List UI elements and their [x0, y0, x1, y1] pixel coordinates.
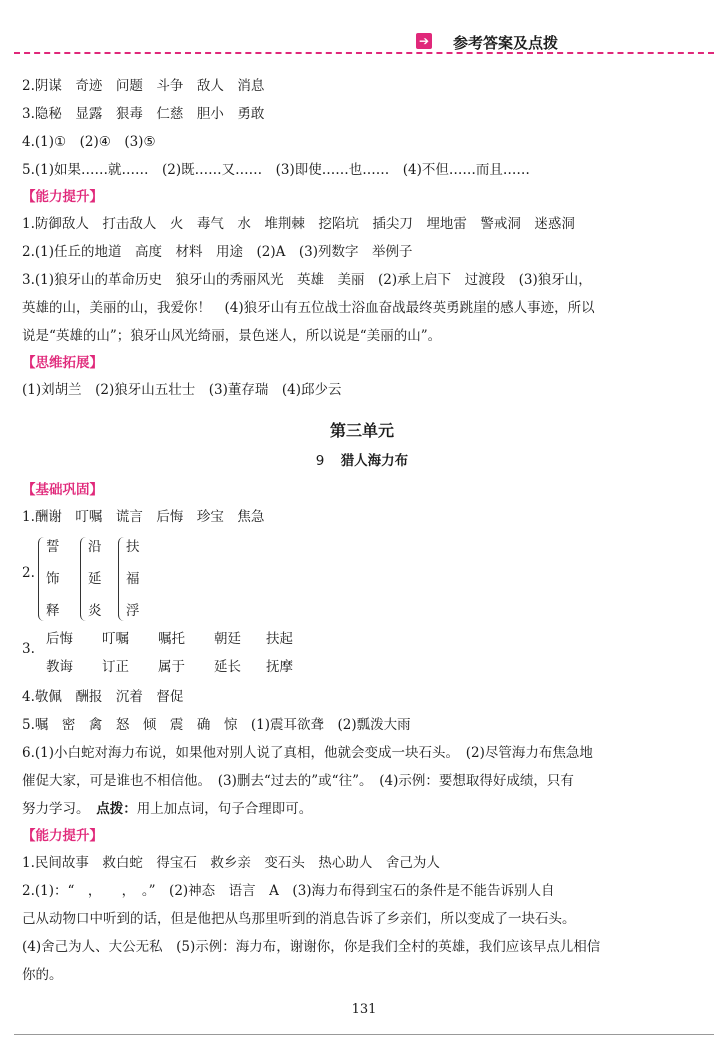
right-arrow-icon: ➔	[416, 33, 432, 49]
answer-line: 你的。	[22, 967, 63, 983]
char: 扶	[126, 539, 140, 555]
answer-line: 4.敬佩 酬报 沉着 督促	[22, 689, 184, 705]
word: 嘱托	[158, 631, 185, 647]
brace	[118, 537, 125, 621]
tip-label: 点拨：	[96, 801, 137, 817]
section-tag-basic: 【基础巩固】	[22, 482, 103, 498]
answer-line: 催促大家，可是谁也不相信他。 (3)删去“过去的”或“往”。 (4)示例：要想取得好成绩，只有	[22, 773, 574, 789]
char-column	[46, 531, 60, 627]
char: 沿	[88, 539, 102, 555]
answer-line: 1.防御敌人 打击敌人 火 毒气 水 堆荆棘 挖陷坑 插尖刀 埋地雷 警戒洞 迷惑洞	[22, 216, 575, 232]
answer-line: 2.(1)任丘的地道 高度 材料 用途 (2)A (3)列数字 举例子	[22, 244, 413, 260]
header-title: 参考答案及点拨	[452, 34, 558, 52]
header-divider	[14, 52, 714, 54]
word: 扶起	[266, 631, 293, 647]
char: 福	[126, 571, 140, 587]
section-tag-ability: 【能力提升】	[22, 828, 103, 844]
tip-text: 用上加点词，句子合理即可。	[136, 801, 313, 817]
answer-line: 己从动物口中听到的话，但是他把从鸟那里听到的消息告诉了乡亲们，所以变成了一块石头。	[22, 911, 576, 927]
answer-line: 5.嘱 密 禽 怒 倾 震 确 惊 (1)震耳欲聋 (2)瓢泼大雨	[22, 717, 411, 733]
brace	[38, 537, 45, 621]
char: 延	[88, 571, 102, 587]
answer-line: 3.隐秘 显露 狠毒 仁慈 胆小 勇敢	[22, 106, 265, 122]
answer-line: 3.(1)狼牙山的革命历史 狼牙山的秀丽风光 英雄 美丽 (2)承上启下 过渡段 (3)狼牙山，	[22, 272, 592, 288]
question-number: 2.	[22, 565, 35, 581]
page-number: 131	[351, 1002, 377, 1017]
page-header	[0, 30, 728, 60]
answer-line: (4)舍己为人、大公无私 (5)示例：海力布，谢谢你，你是我们全村的英雄，我们应该早点儿相信	[22, 939, 601, 955]
word: 教诲	[46, 659, 73, 675]
char-column	[88, 531, 102, 627]
answer-line: 5.(1)如果……就…… (2)既……又…… (3)即使……也…… (4)不但……而且……	[22, 162, 530, 178]
answer-content	[22, 72, 702, 989]
question-number: 3.	[22, 641, 35, 657]
char: 释	[46, 603, 60, 619]
word: 后悔	[46, 631, 73, 647]
bottom-divider	[14, 1034, 714, 1035]
answer-line: (1)刘胡兰 (2)狼牙山五壮士 (3)董存瑞 (4)邱少云	[22, 382, 342, 398]
question-3-word-grid	[22, 627, 702, 683]
section-tag-ability: 【能力提升】	[22, 189, 103, 205]
answer-line: 1.酬谢 叮嘱 谎言 后悔 珍宝 焦急	[22, 509, 265, 525]
lesson-title: 猎人海力布	[340, 453, 409, 469]
char: 炎	[88, 603, 102, 619]
word: 抚摩	[266, 659, 293, 675]
answer-line	[22, 795, 702, 823]
answer-line: 2.(1)：“ ， ， 。” (2)神态 语言 A (3)海力布得到宝石的条件是不能告诉别人自	[22, 883, 555, 899]
word: 订正	[102, 659, 129, 675]
answer-line: 2.阴谋 奇迹 问题 斗争 敌人 消息	[22, 78, 265, 94]
question-2-char-groups	[22, 531, 702, 627]
answer-text: 努力学习。	[22, 801, 97, 817]
answer-line: 4.(1)① (2)④ (3)⑤	[22, 134, 156, 150]
word: 叮嘱	[102, 631, 129, 647]
answer-line: 说是“英雄的山”；狼牙山风光绮丽，景色迷人，所以说是“美丽的山”。	[22, 328, 442, 344]
answer-line: 1.民间故事 救白蛇 得宝石 救乡亲 变石头 热心助人 舍己为人	[22, 855, 440, 871]
word: 延长	[214, 659, 241, 675]
char: 浮	[126, 603, 140, 619]
answer-line: 6.(1)小白蛇对海力布说，如果他对别人说了真相，他就会变成一块石头。 (2)尽管海力布焦急地	[22, 745, 593, 761]
word: 属于	[158, 659, 185, 675]
unit-title: 第三单元	[329, 421, 394, 440]
answer-line: 英雄的山，美丽的山，我爱你！ (4)狼牙山有五位战士浴血奋战最终英勇跳崖的感人事迹，所以	[22, 300, 595, 316]
section-tag-thinking: 【思维拓展】	[22, 355, 103, 371]
word: 朝廷	[214, 631, 241, 647]
lesson-number: 9	[315, 453, 325, 469]
char: 誓	[46, 539, 60, 555]
lesson-heading	[22, 449, 702, 469]
brace	[80, 537, 87, 621]
char: 饰	[46, 571, 60, 587]
char-column	[126, 531, 140, 627]
